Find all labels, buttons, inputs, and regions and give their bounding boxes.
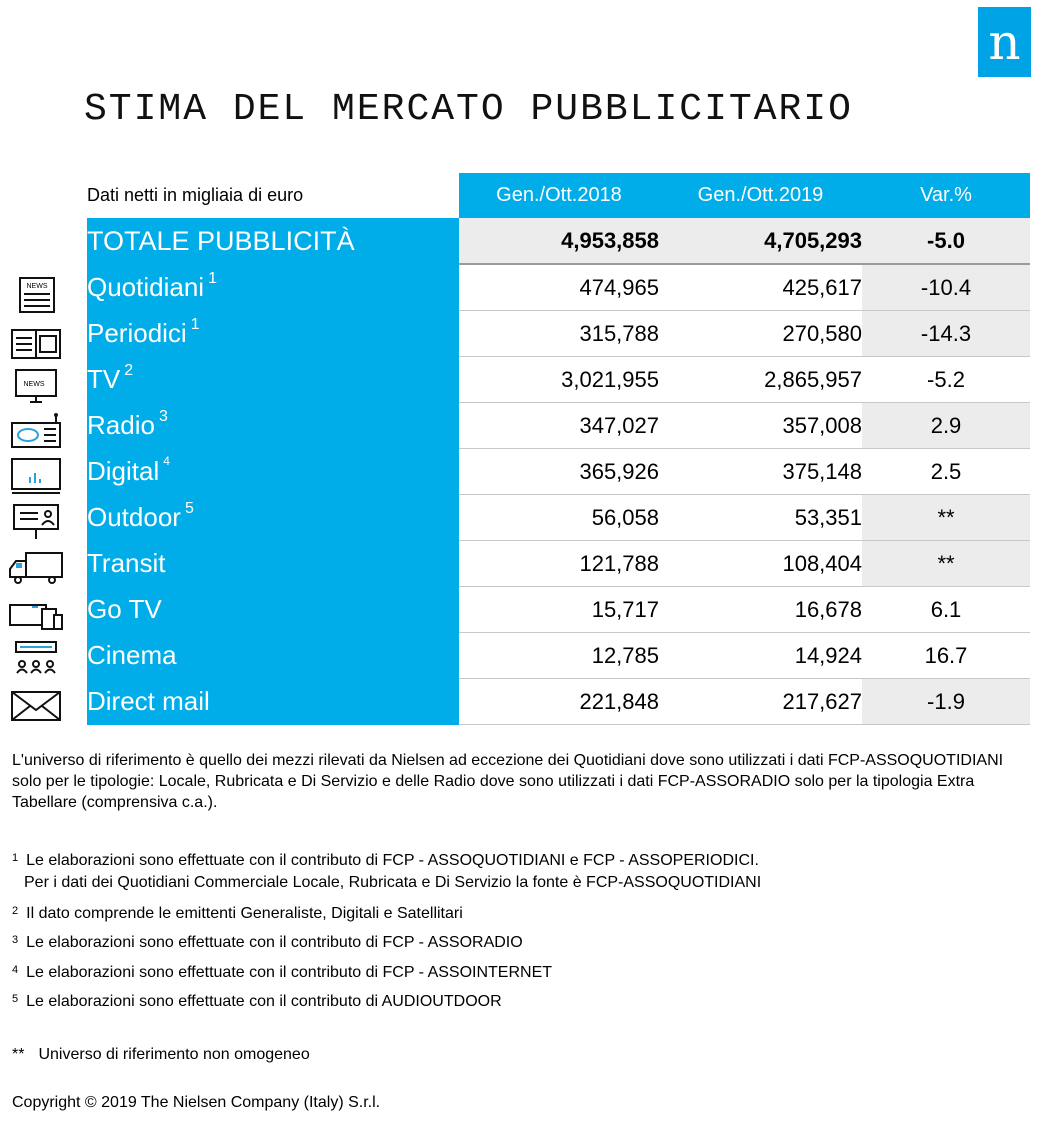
- value-2019: 425,617: [659, 264, 862, 311]
- footnote-1-cont: [24, 874, 761, 892]
- newspaper-icon: [8, 276, 64, 316]
- footnote-2: [12, 905, 463, 923]
- footnote-text: Le elaborazioni sono effettuate con il contributo di FCP - ASSOINTERNET: [26, 964, 553, 981]
- digital-icon: [8, 455, 64, 495]
- value-2018: 347,027: [459, 403, 659, 449]
- table-row: [87, 403, 1030, 449]
- value-2019: 357,008: [659, 403, 862, 449]
- value-2019: 217,627: [659, 679, 862, 725]
- row-label: [87, 587, 459, 633]
- table-header: [87, 173, 1030, 218]
- table-row: [87, 633, 1030, 679]
- value-2018: 474,965: [459, 264, 659, 311]
- value-var: -5.0: [862, 218, 1030, 264]
- value-var: -10.4: [862, 264, 1030, 311]
- universe-note-text: L'universo di riferimento è quello dei mezzi rilevati da Nielsen ad eccezione dei Quotidiani dove sono utilizzati i dati FCP-ASSOQUOTIDIANI solo per le tipologie: Locale, Rubricata e Di Servizio e delle Radio dove sono utilizzati i dati FCP-ASSORADIO solo per la tipologia Extra Tabellare (comprensiva c.a.).: [12, 752, 1004, 811]
- footnote-ref: 1: [190, 316, 200, 333]
- footnote-mark: 5: [12, 993, 19, 1005]
- value-var: **: [862, 541, 1030, 587]
- value-2019: 14,924: [659, 633, 862, 679]
- tv-icon: [8, 366, 64, 406]
- nonhomog-mark: **: [12, 1046, 25, 1063]
- page-title: STIMA DEL MERCATO PUBBLICITARIO: [84, 88, 853, 131]
- cinema-icon: [8, 638, 64, 678]
- truck-icon: [8, 547, 64, 587]
- row-label: [87, 541, 459, 587]
- row-label-text: Radio: [87, 410, 155, 440]
- footnote-1: [12, 852, 759, 870]
- table-row: [87, 495, 1030, 541]
- row-label: [87, 311, 459, 357]
- value-2018: 15,717: [459, 587, 659, 633]
- row-label: [87, 679, 459, 725]
- footnote-ref: 2: [124, 362, 134, 379]
- row-label-text: Periodici: [87, 318, 187, 348]
- row-label-text: Go TV: [87, 594, 162, 624]
- footnote-text: Le elaborazioni sono effettuate con il contributo di FCP - ASSOQUOTIDIANI e FCP - ASSOPERIODICI.: [26, 852, 759, 869]
- footnote-mark: 1: [12, 852, 19, 864]
- value-2018: 315,788: [459, 311, 659, 357]
- value-2018: 365,926: [459, 449, 659, 495]
- magazine-icon: [8, 322, 64, 362]
- table-row: [87, 541, 1030, 587]
- value-2019: 108,404: [659, 541, 862, 587]
- footnote-ref: 1: [208, 269, 217, 287]
- value-2019: 270,580: [659, 311, 862, 357]
- row-label: [87, 218, 459, 264]
- copyright: Copyright © 2019 The Nielsen Company (Italy) S.r.l.: [12, 1094, 381, 1111]
- footnote-ref: 3: [158, 408, 168, 425]
- row-label-text: TOTALE PUBBLICITÀ: [87, 225, 355, 256]
- row-label-text: Outdoor: [87, 502, 181, 532]
- value-var: 6.1: [862, 587, 1030, 633]
- row-label-text: TV: [87, 364, 121, 394]
- footnote-ref: 4: [163, 454, 170, 468]
- value-var: -1.9: [862, 679, 1030, 725]
- value-var: 16.7: [862, 633, 1030, 679]
- value-var: 2.5: [862, 449, 1030, 495]
- row-label-text: Direct mail: [87, 686, 210, 716]
- value-var: 2.9: [862, 403, 1030, 449]
- total-row: [87, 218, 1030, 264]
- footnote-mark: 2: [12, 905, 19, 917]
- billboard-icon: [8, 501, 64, 541]
- value-2019: 16,678: [659, 587, 862, 633]
- nielsen-logo: n: [978, 7, 1031, 77]
- radio-icon: [8, 411, 64, 451]
- envelope-icon: [8, 686, 64, 726]
- value-2018: 221,848: [459, 679, 659, 725]
- table-row: [87, 449, 1030, 495]
- nonhomog-note: [12, 1046, 310, 1064]
- value-2018: 12,785: [459, 633, 659, 679]
- footnote-3: [12, 934, 523, 952]
- value-2018: 121,788: [459, 541, 659, 587]
- value-var: **: [862, 495, 1030, 541]
- value-var: -14.3: [862, 311, 1030, 357]
- row-label: [87, 264, 459, 311]
- value-2018: 4,953,858: [459, 218, 659, 264]
- devices-icon: [8, 595, 64, 635]
- news-badge-text: NEWS: [26, 283, 48, 290]
- row-label-text: Digital: [87, 456, 160, 486]
- column-header-2019: Gen./Ott.2019: [659, 173, 862, 218]
- footnote-text: Il dato comprende le emittenti Generaliste, Digitali e Satellitari: [26, 905, 463, 922]
- table-row: [87, 311, 1030, 357]
- footnote-text: Per i dati dei Quotidiani Commerciale Locale, Rubricata e Di Servizio la fonte è FCP-ASSOQUOTIDIANI: [24, 874, 762, 891]
- row-label: [87, 357, 459, 403]
- row-label-text: Quotidiani: [87, 271, 205, 302]
- row-label-text: Transit: [87, 548, 166, 578]
- value-2019: 2,865,957: [659, 357, 862, 403]
- market-table: [87, 173, 1030, 725]
- table-row: [87, 679, 1030, 725]
- value-2019: 53,351: [659, 495, 862, 541]
- column-header-var: Var.%: [862, 173, 1030, 218]
- column-header-2018: Gen./Ott.2018: [459, 173, 659, 218]
- value-2018: 3,021,955: [459, 357, 659, 403]
- row-label-text: Cinema: [87, 640, 177, 670]
- news-badge-text: NEWS: [23, 381, 45, 388]
- universe-note: [12, 750, 1027, 813]
- table-row: [87, 587, 1030, 633]
- footnote-text: Le elaborazioni sono effettuate con il contributo di FCP - ASSORADIO: [26, 934, 523, 951]
- footnote-mark: 3: [12, 934, 19, 946]
- value-2018: 56,058: [459, 495, 659, 541]
- row-label: [87, 403, 459, 449]
- footnote-mark: 4: [12, 964, 19, 976]
- row-label: [87, 633, 459, 679]
- value-var: -5.2: [862, 357, 1030, 403]
- unit-label: Dati netti in migliaia di euro: [87, 173, 459, 218]
- footnote-5: [12, 993, 502, 1011]
- value-2019: 4,705,293: [659, 218, 862, 264]
- row-label: [87, 449, 459, 495]
- nonhomog-text: Universo di riferimento non omogeneo: [38, 1046, 310, 1063]
- table-row: [87, 357, 1030, 403]
- footnote-text: Le elaborazioni sono effettuate con il contributo di AUDIOUTDOOR: [26, 993, 502, 1010]
- table-row: [87, 264, 1030, 311]
- value-2019: 375,148: [659, 449, 862, 495]
- footnote-ref: 5: [184, 500, 194, 517]
- row-label: [87, 495, 459, 541]
- footnote-4: [12, 964, 552, 982]
